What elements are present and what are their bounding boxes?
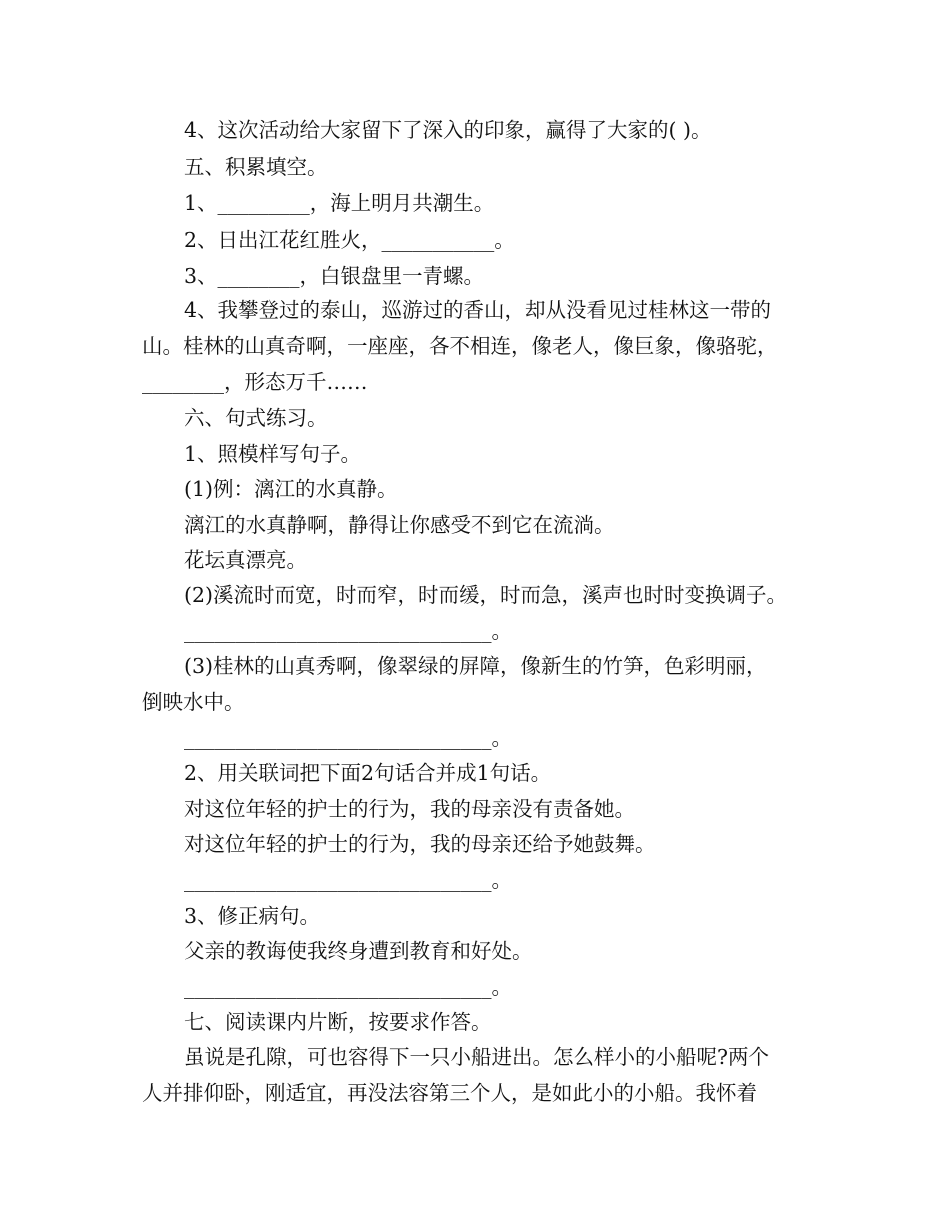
- faulty-sentence: 父亲的教诲使我终身遭到教育和好处。: [184, 939, 533, 963]
- reading-passage-line-1: 虽说是孔隙，可也容得下一只小船进出。怎么样小的小船呢?两个: [184, 1045, 769, 1069]
- answer-blank-1: ______________________________。: [184, 619, 512, 643]
- answer-blank-3: ______________________________。: [184, 868, 512, 892]
- answer-blank-2: ______________________________。: [184, 726, 512, 750]
- example-sentence: 漓江的水真静啊，静得让你感受不到它在流淌。: [184, 513, 615, 537]
- fill-blank-item-4-line-1: 4、我攀登过的泰山，巡游过的香山，却从没看见过桂林这一带的: [184, 298, 772, 322]
- exercise-2-sentence: (2)溪流时而宽，时而窄，时而缓，时而急，溪声也时时变换调子。: [184, 583, 788, 607]
- practice-prompt: 花坛真漂亮。: [184, 548, 307, 572]
- section-heading-sentence-practice: 六、句式练习。: [184, 406, 328, 430]
- section-heading-reading: 七、阅读课内片断，按要求作答。: [184, 1010, 492, 1034]
- fill-blank-item-4-line-2: 山。桂林的山真奇啊，一座座，各不相连，像老人，像巨象，像骆驼，: [142, 334, 778, 358]
- fill-blank-item-3: 3、________，白银盘里一青螺。: [184, 264, 485, 288]
- example-label: (1)例：漓江的水真静。: [184, 477, 398, 501]
- exercise-heading-correction: 3、修正病句。: [184, 904, 321, 928]
- conjunction-sentence-1: 对这位年轻的护士的行为，我的母亲没有责备她。: [184, 797, 635, 821]
- exercise-heading-conjunction: 2、用关联词把下面2句话合并成1句话。: [184, 761, 552, 785]
- exercise-3-sentence-line-1: (3)桂林的山真秀啊，像翠绿的屏障，像新生的竹笋，色彩明丽，: [184, 654, 767, 678]
- answer-blank-4: ______________________________。: [184, 975, 512, 999]
- exercise-3-sentence-line-2: 倒映水中。: [142, 690, 245, 714]
- fill-blank-item-1: 1、_________，海上明月共潮生。: [184, 191, 495, 215]
- fill-blank-item-4-line-3: ________，形态万千……: [142, 370, 368, 394]
- exercise-heading-imitate: 1、照模样写句子。: [184, 442, 362, 466]
- text-line-activity-impression: 4、这次活动给大家留下了深入的印象，赢得了大家的( )。: [184, 118, 712, 142]
- reading-passage-line-2: 人并排仰卧，刚适宜，再没法容第三个人，是如此小的小船。我怀着: [142, 1081, 757, 1105]
- conjunction-sentence-2: 对这位年轻的护士的行为，我的母亲还给予她鼓舞。: [184, 832, 656, 856]
- fill-blank-item-2: 2、日出江花红胜火，___________。: [184, 228, 515, 252]
- section-heading-fill-blanks: 五、积累填空。: [184, 155, 328, 179]
